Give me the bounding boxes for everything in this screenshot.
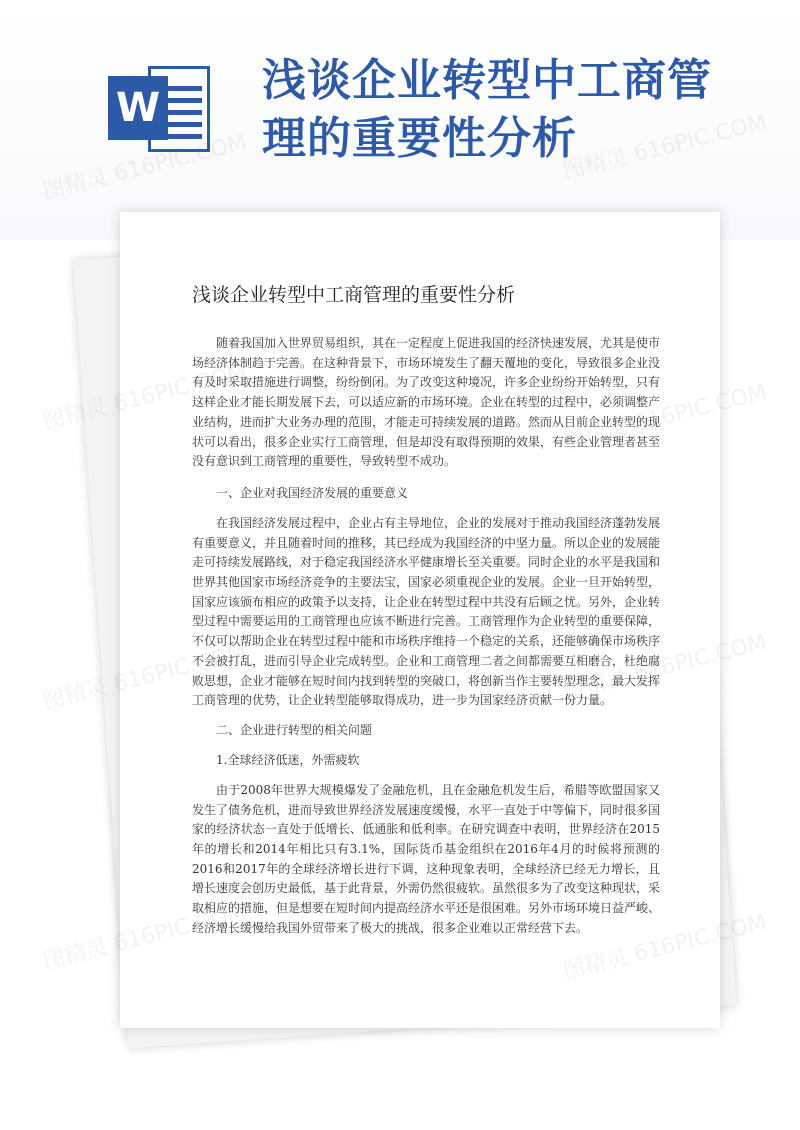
- section-1-paragraph: 在我国经济发展过程中，企业占有主导地位，企业的发展对于推动我国经济蓬勃发展有重要意义，并且随着时间的推移，其已经成为我国经济的中坚力量。所以企业的发展能走可持续发展路线，对于稳定我国经济水平健康增长至关重要。同时企业的水平是我国和世界其他国家市场经济竞争的主要法宝，国家必须重视企业的发展。企业一旦开始转型，国家应该颁布相应的政策予以支持，让企业在转型过程中共没有后顾之忧。另外，企业转型过程中需要运用的工商管理也应该不断进行完善。工商管理作为企业转型的重要保障，不仅可以帮助企业在转型过程中能和市场秩序维持一个稳定的关系，还能够确保市场秩序不会被打乱，进而引导企业完成转型。企业和工商管理二者之间都需要互相磨合，杜绝腐败思想，企业才能够在短时间内找到转型的突破口，将创新当作主要转型理念，最大发挥工商管理的优势，让企业转型能够取得成功，进一步为国家经济贡献一份力量。: [192, 515, 661, 708]
- document-page: [120, 212, 720, 1028]
- text-line-icon: [168, 110, 202, 115]
- watermark: 图精灵: [40, 934, 111, 975]
- text-line-icon: [168, 98, 202, 103]
- watermark: 图精灵: [40, 674, 111, 715]
- intro-paragraph: 随着我国加入世界贸易组织，其在一定程度上促进我国的经济快速发展，尤其是使市场经济体制趋于完善。在这种背景下，市场环境发生了翻天覆地的变化，导致很多企业没有及时采取措施进行调整，纷纷倒闭。为了改变这种境况，许多企业纷纷开始转型，只有这样企业才能长期发展下去，可以适应新的市场环境。企业在转型的过程中，必须调整产业结构，进而扩大业务办理的范围，才能走可持续发展的道路。然而从目前企业转型的现状可以看出，很多企业实行工商管理，但是却没有取得预期的效果，有些企业管理者甚至没有意识到工商管理的重要性，导致转型不成功。: [192, 336, 661, 469]
- text-line-icon: [168, 134, 202, 139]
- text-line-icon: [168, 122, 202, 127]
- text-line-icon: [168, 86, 202, 91]
- watermark: 图精灵: [40, 394, 111, 435]
- word-document-icon: [108, 62, 218, 158]
- section-heading-2: 二、企业进行转型的相关问题: [216, 722, 373, 737]
- subsection-heading-1: 1.全球经济低迷，外需疲软: [216, 752, 360, 767]
- header-title: 浅谈企业转型中工商管理的重要性分析: [262, 55, 712, 164]
- section-heading-1: 一、企业对我国经济发展的重要意义: [216, 485, 409, 500]
- subsection-1-paragraph: 由于2008年世界大规模爆发了金融危机，且在金融危机发生后，希腊等欧盟国家又发生了债务危机，进而导致世界经济发展速度缓慢，水平一直处于中等偏下，同时很多国家的经济状态一直处于低增长、低通胀和低利率。在研究调查中表明，世界经济在2015年的增长和2014年相比只有3.1%，国际货币基金组织在2016年4月的时候将预测的2016和2017年的全球经济增长进行下调，这种现象表明，全球经济已经无力增长，且增长速度会创历史最低，基于此背景，外需仍然很疲软。虽然很多为了改变这种现状，采取相应的措施，但是想要在短时间内提高经济水平还是很困难。另外市场环境日益严峻、经济增长缓慢给我国外贸带来了极大的挑战，很多企业难以正常经营下去。: [192, 782, 661, 935]
- document-title: 浅谈企业转型中工商管理的重要性分析: [192, 284, 516, 306]
- word-w-badge: W: [108, 76, 168, 140]
